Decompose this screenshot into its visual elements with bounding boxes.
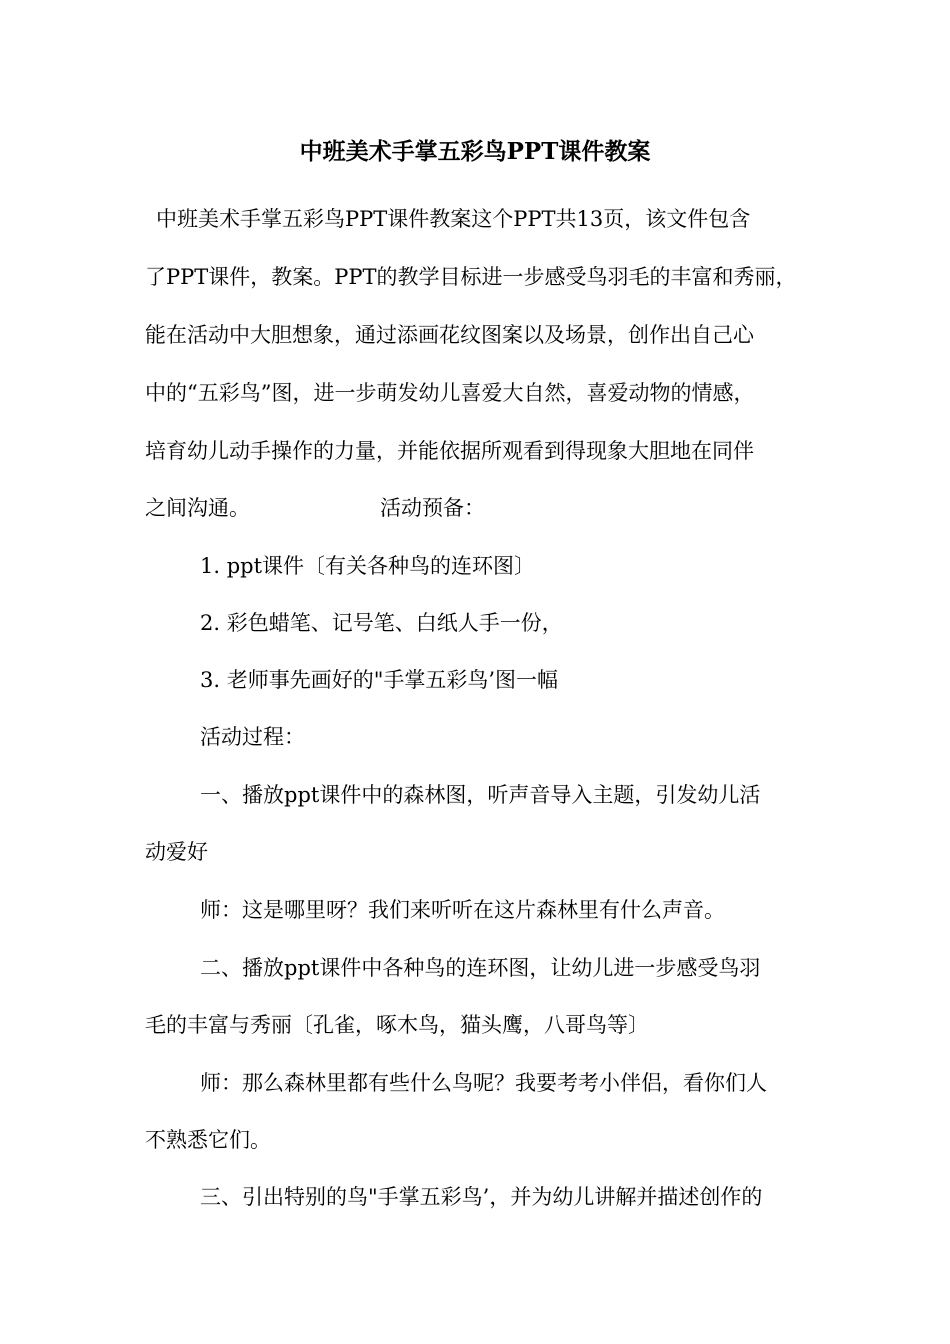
- intro-line-5: 培育幼儿动手操作的力量，并能依据所观看到得现象大胆地在同伴: [145, 439, 754, 463]
- document-title: 中班美术手掌五彩鸟PPT课件教案: [299, 138, 651, 165]
- teacher2-line-2: 不熟悉它们。: [145, 1128, 271, 1152]
- intro-line-3: 能在活动中大胆想象，通过添画花纹图案以及场景，创作出自己心: [145, 323, 754, 347]
- intro-line-6-text: 之间沟通。: [145, 496, 250, 520]
- process-heading: 活动过程：: [200, 725, 305, 749]
- intro-line-4: 中的“五彩鸟”图，进一步萌发幼儿喜爱大自然，喜爱动物的情感，: [145, 381, 755, 405]
- prep-item-1: 1. ppt课件〔有关各种鸟的连环图〕: [200, 554, 536, 578]
- prep-item-3: 3. 老师事先画好的"手掌五彩鸟’图一幅: [200, 668, 559, 692]
- step2-line-2: 毛的丰富与秀丽〔孔雀，啄木鸟，猫头鹰，八哥鸟等〕: [145, 1013, 649, 1037]
- teacher-line-1: 师：这是哪里呀？我们来听听在这片森林里有什么声音。: [200, 898, 725, 922]
- step1-line-1: 一、播放ppt课件中的森林图，听声音导入主题，引发幼儿活: [200, 783, 761, 807]
- intro-line-6: [145, 493, 485, 523]
- intro-line-1: 中班美术手掌五彩鸟PPT课件教案这个PPT共13页，该文件包含: [156, 207, 751, 231]
- step1-line-2: 动爱好: [145, 840, 208, 864]
- step3-line-1: 三、引出特别的鸟"手掌五彩鸟’，并为幼儿讲解并描述创作的: [200, 1185, 763, 1209]
- prep-item-2: 2. 彩色蜡笔、记号笔、白纸人手一份，: [200, 611, 563, 635]
- teacher2-line-1: 师：那么森林里都有些什么鸟呢？我要考考小伴侣，看你们人: [200, 1071, 767, 1095]
- step2-line-1: 二、播放ppt课件中各种鸟的连环图，让幼儿进一步感受鸟羽: [200, 956, 761, 980]
- intro-line-2: 了PPT课件，教案。PPT的教学目标进一步感受鸟羽毛的丰富和秀丽，: [145, 265, 797, 289]
- prep-heading: 活动预备：: [380, 496, 485, 520]
